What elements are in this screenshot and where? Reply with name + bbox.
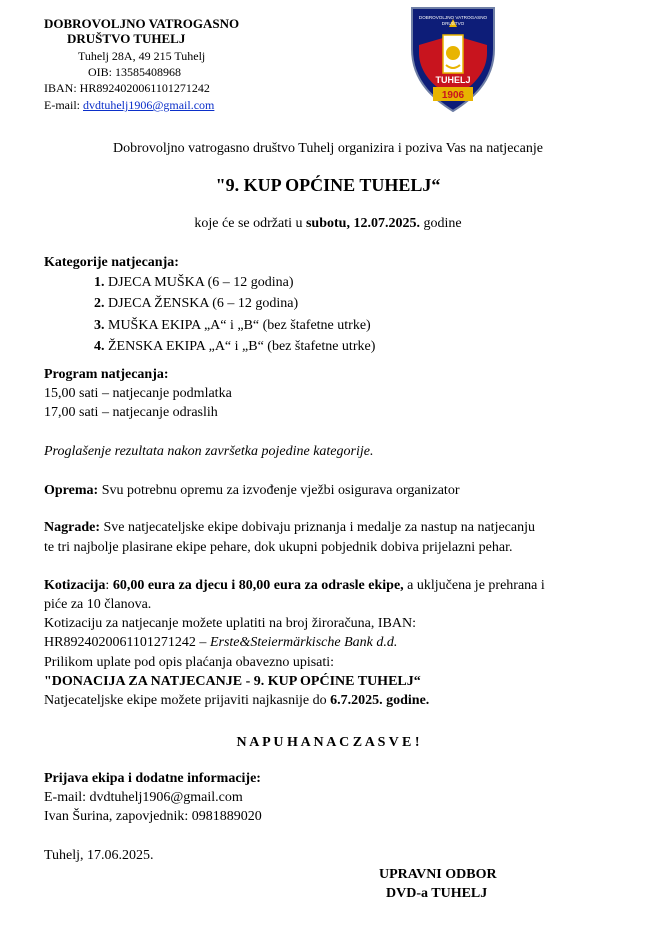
logo-year: 1906 bbox=[441, 90, 465, 101]
org-oib: OIB: 13585408968 bbox=[88, 65, 181, 79]
program-heading: Program natjecanja: bbox=[44, 367, 169, 382]
registration-email: E-mail: dvdtuhelj1906@gmail.com bbox=[44, 790, 243, 805]
org-address: Tuhelj 28A, 49 215 Tuhelj bbox=[78, 49, 206, 63]
category-item: 1. DJECA MUŠKA (6 – 12 godina) bbox=[94, 275, 294, 290]
awards-line1: Nagrade: Sve natjecateljske ekipe dobivaju priznanja i medalje za nastup na natjecanju bbox=[44, 520, 535, 535]
registration-contact: Ivan Šurina, zapovjednik: 0981889020 bbox=[44, 809, 262, 824]
category-item: 2. DJECA ŽENSKA (6 – 12 godina) bbox=[94, 296, 299, 311]
email-label: E-mail: bbox=[44, 98, 80, 112]
date-line-after: godine bbox=[419, 216, 462, 231]
program-item: 15,00 sati – natjecanje podmlatka bbox=[44, 386, 232, 401]
fee-line2: piće za 10 članova. bbox=[44, 597, 152, 612]
email-link[interactable]: dvdtuhelj1906@gmail.com bbox=[83, 98, 215, 112]
awards-label: Nagrade: bbox=[44, 520, 100, 535]
registration-deadline: Natjecateljske ekipe možete prijaviti najkasnije do 6.7.2025. godine. bbox=[44, 693, 430, 708]
org-name-line1: DOBROVOLJNO VATROGASNO bbox=[44, 16, 240, 31]
motto: N A P U H A N A C Z A S V E ! bbox=[236, 735, 420, 750]
date-line bbox=[0, 216, 656, 232]
awards-line2: te tri najbolje plasirane ekipe pehare, dok ukupni pobjednik dobiva prijelazni pehar. bbox=[44, 540, 513, 555]
org-iban: IBAN: HR8924020061101271242 bbox=[44, 81, 210, 95]
equipment-line bbox=[44, 483, 459, 499]
place-date: Tuhelj, 17.06.2025. bbox=[44, 848, 154, 863]
logo-top-text: DOBROVOLJNO VATROGASNO bbox=[418, 15, 488, 20]
fee-amounts: 60,00 eura za djecu i 80,00 eura za odrasle ekipe, bbox=[112, 578, 404, 593]
signature-line2: DVD-a TUHELJ bbox=[386, 886, 488, 901]
fee-label: Kotizacija bbox=[44, 578, 106, 593]
intro-text: Dobrovoljno vatrogasno društvo Tuhelj organizira i poziva Vas na natjecanje bbox=[113, 141, 543, 156]
payment-description: "DONACIJA ZA NATJECANJE - 9. KUP OPĆINE TUHELJ“ bbox=[44, 674, 421, 689]
org-email-row bbox=[44, 97, 214, 113]
logo-shield-icon bbox=[409, 5, 497, 113]
fee-bank: Erste&Steiermärkische Bank d.d. bbox=[209, 635, 398, 650]
competition-date: subotu, 12.07.2025. bbox=[305, 216, 420, 231]
fee-iban-line bbox=[44, 635, 397, 651]
dvd-logo bbox=[409, 5, 497, 113]
program-item: 17,00 sati – natjecanje odraslih bbox=[44, 405, 218, 420]
fee-iban: HR8924020061101271242 – bbox=[44, 635, 210, 650]
logo-top-text2: DRUŠTVO bbox=[441, 21, 465, 26]
category-item: 4. ŽENSKA EKIPA „A“ i „B“ (bez štafetne utrke) bbox=[94, 339, 376, 354]
category-item: 3. MUŠKA EKIPA „A“ i „B“ (bez štafetne utrke) bbox=[94, 318, 371, 333]
fee-line3: Kotizaciju za natjecanje možete uplatiti na broj žiroračuna, IBAN: bbox=[44, 616, 417, 631]
competition-title: "9. KUP OPĆINE TUHELJ“ bbox=[215, 175, 441, 195]
fee-line5: Prilikom uplate pod opis plaćanja obavezno upisati: bbox=[44, 655, 335, 670]
signature-line1: UPRAVNI ODBOR bbox=[379, 867, 497, 882]
fee-line1: Kotizacija: 60,00 eura za djecu i 80,00 eura za odrasle ekipe, a uključena je prehrana i bbox=[44, 578, 545, 593]
org-name-line2: DRUŠTVO TUHELJ bbox=[67, 31, 186, 46]
deadline-date: 6.7.2025. godine. bbox=[330, 693, 430, 708]
equipment-label: Oprema: bbox=[44, 483, 99, 498]
equipment-text: Svu potrebnu opremu za izvođenje vježbi osigurava organizator bbox=[98, 483, 460, 498]
logo-name: TUHELJ bbox=[435, 75, 471, 85]
results-note: Proglašenje rezultata nakon završetka pojedine kategorije. bbox=[44, 444, 374, 459]
registration-heading: Prijava ekipa i dodatne informacije: bbox=[44, 771, 261, 786]
date-line-before: koje će se održati u bbox=[194, 216, 306, 231]
categories-heading: Kategorije natjecanja: bbox=[44, 255, 179, 270]
